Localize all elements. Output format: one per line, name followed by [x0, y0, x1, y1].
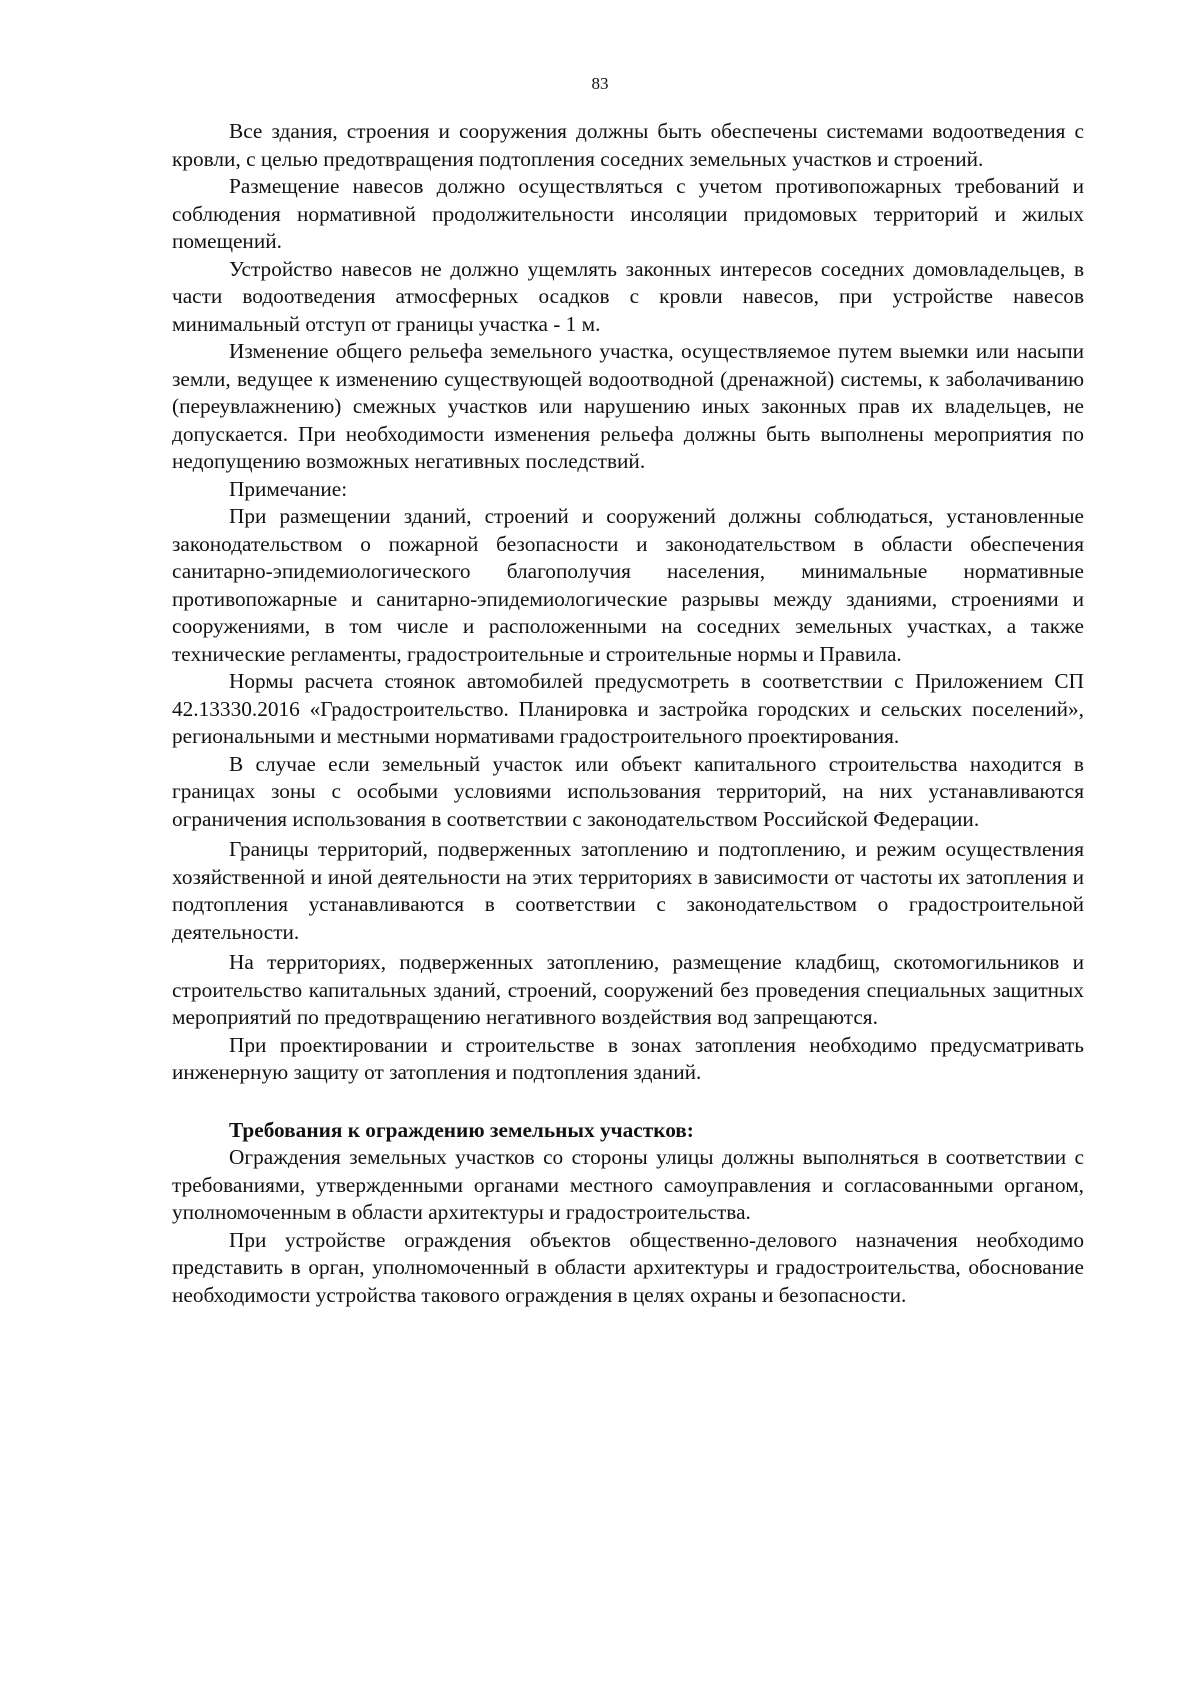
paragraph: В случае если земельный участок или объект капитального строительства находится в границах зоны с особыми условиями использования территорий, на них устанавливаются ограничения использования в соответствии с законодательством Российской Федерации.: [172, 751, 1084, 831]
paragraph: Устройство навесов не должно ущемлять законных интересов соседних домовладельцев, в части водоотведения атмосферных осадков с кровли навесов, при устройстве навесов минимальный отступ от границы участка - 1 м.: [172, 256, 1084, 336]
document-body: [172, 118, 1084, 1309]
paragraph: При размещении зданий, строений и сооружений должны соблюдаться, установленные законодательством о пожарной безопасности и законодательством в области обеспечения санитарно-эпидемиологического благополучия населения, минимальные нормативные противопожарные и санитарно-эпидемиологические разрывы между зданиями, строениями и сооружениями, в том числе и расположенными на соседних земельных участках, а также технические регламенты, градостроительные и строительные нормы и Правила.: [172, 504, 1084, 666]
note-label: Примечание:: [229, 476, 348, 501]
section-heading: Требования к ограждению земельных участков:: [229, 1117, 694, 1142]
paragraph: Размещение навесов должно осуществляться с учетом противопожарных требований и соблюдения нормативной продолжительности инсоляции придомовых территорий и жилых помещений.: [172, 174, 1084, 253]
paragraph: Границы территорий, подверженных затоплению и подтоплению, и режим осуществления хозяйственной и иной деятельности на этих территориях в зависимости от частоты их затопления и подтопления устанавливаются в соответствии с законодательством о градостроительной деятельности.: [172, 837, 1084, 944]
paragraph: Все здания, строения и сооружения должны быть обеспечены системами водоотведения с кровли, с целью предотвращения подтопления соседних земельных участков и строений.: [172, 119, 1084, 171]
paragraph: Нормы расчета стоянок автомобилей предусмотреть в соответствии с Приложением СП 42.13330.2016 «Градостроительство. Планировка и застройка городских и сельских поселений», региональными и местными нормативами градостроительного проектирования.: [172, 669, 1084, 748]
paragraph: На территориях, подверженных затоплению, размещение кладбищ, скотомогильников и строительство капитальных зданий, строений, сооружений без проведения специальных защитных мероприятий по предотвращению негативного воздействия вод запрещаются.: [172, 950, 1084, 1029]
paragraph: При проектировании и строительстве в зонах затопления необходимо предусматривать инженерную защиту от затопления и подтопления зданий.: [172, 1032, 1084, 1084]
page-number: 83: [591, 74, 609, 93]
paragraph: При устройстве ограждения объектов общественно-делового назначения необходимо представить в орган, уполномоченный в области архитектуры и градостроительства, обоснование необходимости устройства такового ограждения в целях охраны и безопасности.: [172, 1227, 1084, 1307]
paragraph: Изменение общего рельефа земельного участка, осуществляемое путем выемки или насыпи земли, ведущее к изменению существующей водоотводной (дренажной) системы, к заболачиванию (переувлажнению) смежных участков или нарушению иных законных прав их владельцев, не допускается. При необходимости изменения рельефа должны быть выполнены мероприятия по недопущению возможных негативных последствий.: [172, 339, 1084, 473]
paragraph: Ограждения земельных участков со стороны улицы должны выполняться в соответствии с требованиями, утвержденными органами местного самоуправления и согласованными органом, уполномоченным в области архитектуры и градостроительства.: [172, 1145, 1084, 1224]
